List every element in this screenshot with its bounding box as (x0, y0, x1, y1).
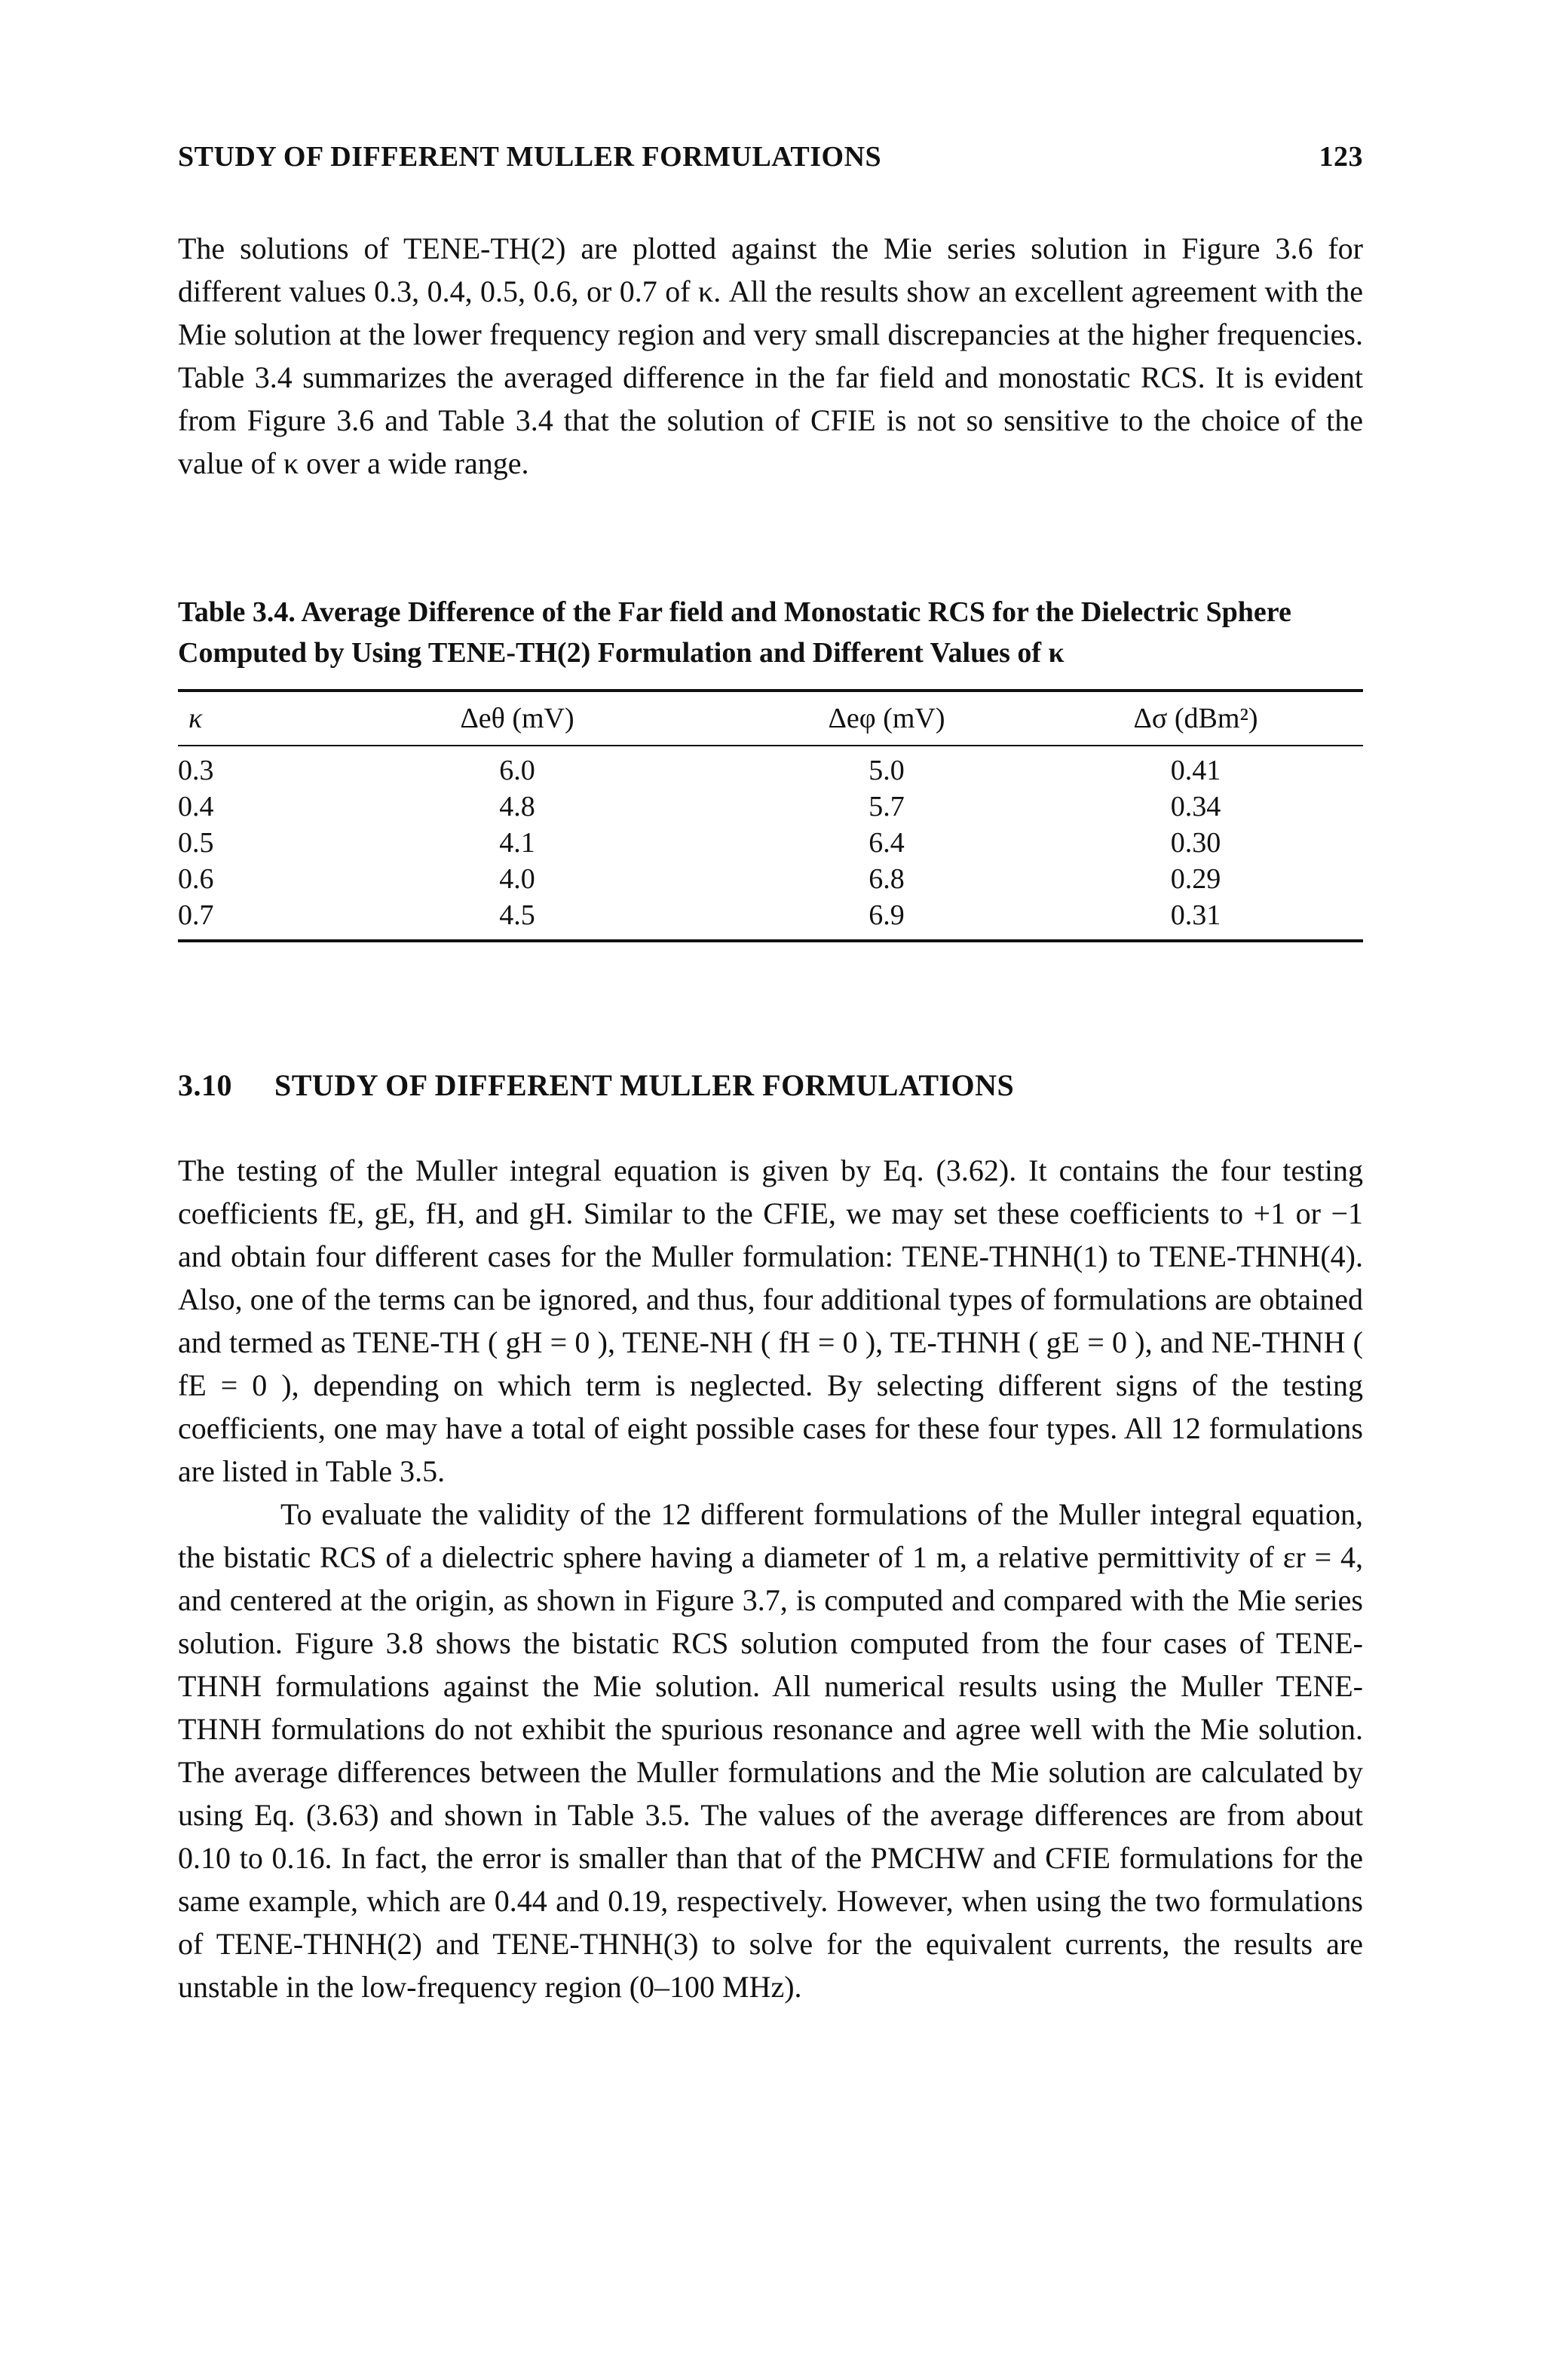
cell-delta-e-theta: 4.0 (499, 863, 535, 895)
running-title: STUDY OF DIFFERENT MULLER FORMULATIONS (178, 141, 882, 173)
cell-kappa: 0.4 (178, 791, 214, 822)
running-head (178, 140, 1363, 178)
table-row (178, 897, 1363, 933)
data-table (178, 689, 1363, 942)
cell-kappa: 0.5 (178, 827, 214, 859)
header-delta-e-phi: Δeφ (mV) (828, 703, 945, 734)
cell-delta-e-theta: 4.1 (499, 827, 535, 859)
cell-delta-e-phi: 6.8 (868, 863, 905, 895)
cell-delta-e-theta: 4.5 (499, 899, 535, 931)
table-caption: Table 3.4. Average Difference of the Far field and Monostatic RCS for the Dielectric Sphere Computed by Using TENE-TH(2) Formulation and Different Values of κ (178, 596, 1291, 669)
cell-delta-e-phi: 6.4 (868, 827, 905, 859)
cell-delta-e-phi: 5.0 (868, 755, 905, 786)
paragraph-2-text: The testing of the Muller integral equation is given by Eq. (3.62). It contains the four testing coefficients fE, gE, fH, and gH. Similar to the CFIE, we may set these coefficients to +1 or −1 and obtain four different cases for the Muller formulation: TENE-THNH(1) to TENE-THNH(4). Also, one of the terms can be ignored, and thus, four additional types of formulations are obtained and termed as TENE-TH ( gH = 0 ), TENE-NH ( fH = 0 ), TE-THNH ( gE = 0 ), and NE-THNH ( fE = 0 ), depending on which term is neglected. By selecting different signs of the testing coefficients, one may have a total of eight possible cases for these four types. All 12 formulations are listed in Table 3.5. (178, 1153, 1363, 1488)
cell-kappa: 0.3 (178, 755, 214, 786)
section-heading (178, 1067, 1363, 1103)
cell-delta-e-theta: 4.8 (499, 791, 535, 822)
cell-delta-e-phi: 6.9 (868, 899, 905, 931)
section-title: STUDY OF DIFFERENT MULLER FORMULATIONS (274, 1068, 1015, 1102)
cell-delta-sigma: 0.34 (1170, 791, 1221, 822)
cell-delta-sigma: 0.29 (1170, 863, 1221, 895)
cell-kappa: 0.7 (178, 899, 214, 931)
paragraph-2 (178, 1149, 1363, 2008)
header-delta-e-theta: Δeθ (mV) (460, 703, 574, 734)
cell-delta-e-theta: 6.0 (499, 755, 535, 786)
table-row (178, 789, 1363, 825)
paragraph-1-text: The solutions of TENE-TH(2) are plotted against the Mie series solution in Figure 3.6 for different values 0.3, 0.4, 0.5, 0.6, or 0.7 of κ. All the results show an excellent agreement with the Mie solution at the lower frequency region and very small discrepancies at the higher frequencies. Table 3.4 summarizes the averaged difference in the far field and monostatic RCS. It is evident from Figure 3.6 and Table 3.4 that the solution of CFIE is not so sensitive to the choice of the value of κ over a wide range. (178, 231, 1363, 480)
page-number: 123 (1319, 141, 1363, 173)
table-header-row (178, 692, 1363, 745)
cell-delta-sigma: 0.41 (1170, 755, 1221, 786)
header-delta-sigma: Δσ (dBm²) (1133, 703, 1258, 734)
section-number: 3.10 (178, 1068, 232, 1102)
cell-kappa: 0.6 (178, 863, 214, 895)
cell-delta-e-phi: 5.7 (868, 791, 905, 822)
table-row (178, 752, 1363, 789)
paragraph-1 (178, 227, 1363, 485)
cell-delta-sigma: 0.31 (1170, 899, 1221, 931)
cell-delta-sigma: 0.30 (1170, 827, 1221, 859)
header-kappa: κ (188, 703, 203, 734)
table-bottom-rule (178, 939, 1363, 942)
table-row (178, 861, 1363, 897)
paragraph-3-text: To evaluate the validity of the 12 different formulations of the Muller integral equation, the bistatic RCS of a dielectric sphere having a diameter of 1 m, a relative permittivity of εr = 4, and centered at the origin, as shown in Figure 3.7, is computed and compared with the Mie series solution. Figure 3.8 shows the bistatic RCS solution computed from the four cases of TENE-THNH formulations against the Mie solution. All numerical results using the Muller TENE-THNH formulations do not exhibit the spurious resonance and agree well with the Mie solution. The average differences between the Muller formulations and the Mie solution are calculated by using Eq. (3.63) and shown in Table 3.5. The values of the average differences are from about 0.10 to 0.16. In fact, the error is smaller than that of the PMCHW and CFIE formulations for the same example, which are 0.44 and 0.19, respectively. However, when using the two formulations of TENE-THNH(2) and TENE-THNH(3) to solve for the equivalent currents, the results are unstable in the low-frequency region (0–100 MHz). (178, 1497, 1363, 2004)
table-row (178, 825, 1363, 861)
